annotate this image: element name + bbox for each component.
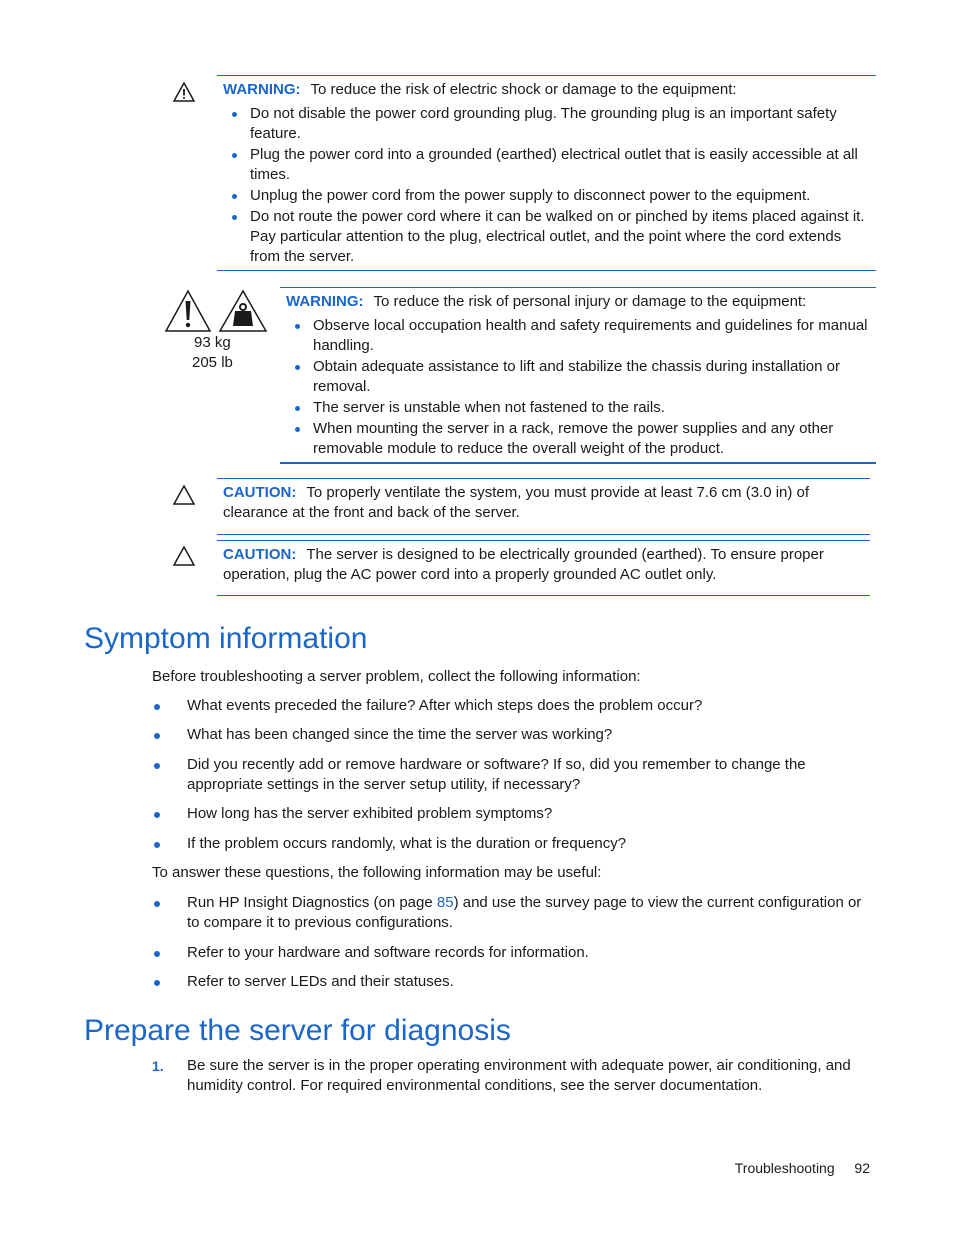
list-item: Plug the power cord into a grounded (earthed) electrical outlet that is easily accessible at all times.: [223, 145, 868, 185]
warning-label: WARNING:: [223, 81, 301, 98]
list-item: Do not disable the power cord grounding plug. The grounding plug is an important safety feature.: [223, 104, 868, 144]
list-item: What has been changed since the time the server was working?: [152, 725, 872, 745]
warning-triangle-icon: [164, 289, 212, 333]
page-number: 92: [854, 1160, 870, 1176]
symptom-intro: Before troubleshooting a server problem, collect the following information:: [152, 668, 641, 685]
heading-prepare-server: Prepare the server for diagnosis: [84, 1014, 511, 1047]
warning-lead: WARNING: To reduce the risk of personal injury or damage to the equipment:: [286, 293, 807, 310]
warning-lead: WARNING: To reduce the risk of electric shock or damage to the equipment:: [223, 81, 737, 98]
weight-lb: 205 lb: [192, 354, 233, 371]
caution-box-grounding: CAUTION: The server is designed to be electrically grounded (earthed). To ensure proper operation, plug the AC power cord into a properly grounded AC outlet only.: [217, 540, 870, 596]
footer-section: Troubleshooting: [734, 1160, 835, 1176]
symptom-questions-list: [152, 696, 872, 854]
caution-label: CAUTION:: [223, 484, 297, 501]
list-item: Refer to server LEDs and their statuses.: [152, 972, 872, 992]
caution-label: CAUTION:: [223, 546, 297, 563]
caution-triangle-icon: [173, 546, 195, 566]
caution-triangle-icon: [173, 485, 195, 505]
warning-box-personal-injury: [280, 287, 876, 464]
weight-kg: 93 kg: [194, 334, 231, 351]
list-item: Do not route the power cord where it can be walked on or pinched by items placed against it. Pay particular attention to the plug, electrical outlet, and the point where the cord extends from the server.: [223, 207, 868, 267]
warning-label: WARNING:: [286, 293, 364, 310]
list-item: How long has the server exhibited problem symptoms?: [152, 804, 872, 824]
list-item: When mounting the server in a rack, remove the power supplies and any other removable module to reduce the overall weight of the product.: [286, 419, 870, 459]
warning-triangle-icon: [173, 82, 195, 102]
warning-box-electric-shock: [217, 75, 876, 271]
heading-symptom-information: Symptom information: [84, 622, 368, 655]
useful-info-list: [152, 893, 872, 992]
step-1-text: Be sure the server is in the proper operating environment with adequate power, air conditioning, and humidity control. For required environmental conditions, see the server documentation.: [187, 1057, 851, 1094]
list-item: Obtain adequate assistance to lift and stabilize the chassis during installation or removal.: [286, 357, 870, 397]
page-link-85[interactable]: 85: [436, 894, 454, 911]
caution-box-ventilation: CAUTION: To properly ventilate the system, you must provide at least 7.6 cm (3.0 in) of clearance at the front and back of the server.: [217, 478, 870, 535]
step-number: 1.: [152, 1058, 164, 1074]
list-item: Refer to your hardware and software records for information.: [152, 943, 872, 963]
list-item: Unplug the power cord from the power supply to disconnect power to the equipment.: [223, 186, 868, 206]
list-item: If the problem occurs randomly, what is the duration or frequency?: [152, 834, 872, 854]
list-item: Run HP Insight Diagnostics (on page 85) and use the survey page to view the current configuration or to compare it to previous configurations.: [152, 893, 872, 933]
list-item: Observe local occupation health and safety requirements and guidelines for manual handling.: [286, 316, 870, 356]
page-footer: [735, 1158, 870, 1178]
list-item: What events preceded the failure? After which steps does the problem occur?: [152, 696, 872, 716]
list-item: The server is unstable when not fastened to the rails.: [286, 398, 870, 418]
symptom-intro2: To answer these questions, the following information may be useful:: [152, 864, 602, 881]
heavy-weight-icon: [218, 289, 268, 333]
list-item: Did you recently add or remove hardware or software? If so, did you remember to change the appropriate settings in the server setup utility, if necessary?: [152, 755, 872, 795]
